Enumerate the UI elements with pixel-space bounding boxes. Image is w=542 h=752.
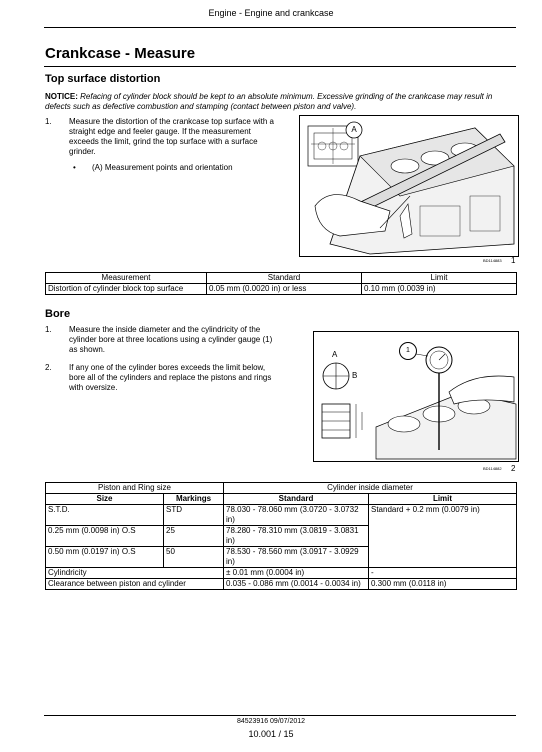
notice-paragraph — [45, 92, 517, 112]
step-text: Measure the inside diameter and the cylindricity of the cylinder bore at three locations using a cylinder gauge (1) as shown. — [69, 325, 273, 354]
table-cell: ± 0.01 mm (0.0004 in) — [224, 568, 369, 579]
figure-straight-edge-measurement — [299, 115, 519, 257]
table-cell: S.T.D. — [46, 505, 164, 526]
figure-1-callout-a: A — [351, 125, 357, 134]
figure-1-illustration — [300, 116, 518, 256]
step-text: Measure the distortion of the crankcase top surface with a straight edge and feeler gauge. If the measurement exceeds the limit, grind the top surface with a surface grinder. — [69, 117, 274, 156]
table-cell: 0.05 mm (0.0020 in) or less — [207, 284, 362, 295]
table-row — [46, 568, 517, 579]
table-cell: 0.300 mm (0.0118 in) — [369, 579, 517, 590]
bullet-glyph: • — [73, 163, 76, 172]
column-header: Standard — [207, 273, 362, 284]
table-header-row — [46, 273, 517, 284]
table-cell: 0.035 - 0.086 mm (0.0014 - 0.0034 in) — [224, 579, 369, 590]
table-header-row — [46, 494, 517, 505]
bore-table — [45, 482, 517, 590]
figure-2-number: 2 — [511, 464, 516, 473]
table-cell: 0.10 mm (0.0039 in) — [362, 284, 517, 295]
group-header-cylinder-diameter: Cylinder inside diameter — [224, 483, 517, 494]
table-cell-limit-merged: Standard + 0.2 mm (0.0079 in) — [369, 505, 517, 568]
step-text: If any one of the cylinder bores exceeds the limit below, bore all of the cylinders and replace the pistons and rings with oversize. — [69, 363, 272, 392]
figure-2-label-b: B — [352, 371, 358, 380]
table-row — [46, 505, 517, 526]
footer-page-number: 10.001 / 15 — [248, 729, 294, 739]
table-cell: 0.25 mm (0.0098 in) O.S — [46, 526, 164, 547]
table-cell: Cylindricity — [46, 568, 224, 579]
footer-code: 84523916 09/07/2012 — [236, 718, 306, 725]
table-cell: Clearance between piston and cylinder — [46, 579, 224, 590]
title-rule — [44, 66, 516, 67]
table-cell: 78.530 - 78.560 mm (3.0917 - 3.0929 in) — [224, 547, 369, 568]
header-rule — [44, 27, 516, 28]
step-number: 1. — [45, 117, 52, 126]
page-title: Crankcase - Measure — [45, 45, 196, 62]
table-cell: 78.280 - 78.310 mm (3.0819 - 3.0831 in) — [224, 526, 369, 547]
table-cell: 50 — [164, 547, 224, 568]
section-heading-top-surface: Top surface distortion — [45, 73, 161, 85]
table-cell: 0.50 mm (0.0197 in) O.S — [46, 547, 164, 568]
table-row — [46, 284, 517, 295]
table-cell: Distortion of cylinder block top surface — [46, 284, 207, 295]
column-header: Markings — [164, 494, 224, 505]
table-cell: 78.030 - 78.060 mm (3.0720 - 3.0732 in) — [224, 505, 369, 526]
column-header: Standard — [224, 494, 369, 505]
table-cell: STD — [164, 505, 224, 526]
distortion-table — [45, 272, 517, 295]
table-cell: 25 — [164, 526, 224, 547]
figure-2-callout-1: 1 — [399, 342, 417, 360]
figure-cylinder-gauge — [313, 331, 519, 462]
bullet-text: (A) Measurement points and orientation — [92, 163, 233, 172]
figure-2-label-a: A — [332, 350, 338, 359]
step-number: 1. — [45, 325, 52, 334]
table-row — [46, 579, 517, 590]
column-header: Limit — [362, 273, 517, 284]
column-header: Measurement — [46, 273, 207, 284]
column-header: Size — [46, 494, 164, 505]
step-number: 2. — [45, 363, 52, 372]
table-group-header-row — [46, 483, 517, 494]
running-header: Engine - Engine and crankcase — [208, 8, 334, 18]
notice-text: Refacing of cylinder block should be kept to an absolute minimum. Excessive grinding of the crankcase may result in defects such as defective combustion and stamping (contact between piston and valve). — [45, 92, 493, 111]
figure-2-code: BD114882 — [483, 466, 502, 471]
figure-1-number: 1 — [511, 256, 516, 265]
group-header-piston-ring: Piston and Ring size — [46, 483, 224, 494]
table-cell: - — [369, 568, 517, 579]
figure-1-code: BD114883 — [483, 258, 502, 263]
notice-label: NOTICE: — [45, 92, 78, 101]
column-header: Limit — [369, 494, 517, 505]
section-heading-bore: Bore — [45, 308, 71, 320]
footer-rule — [44, 715, 516, 716]
